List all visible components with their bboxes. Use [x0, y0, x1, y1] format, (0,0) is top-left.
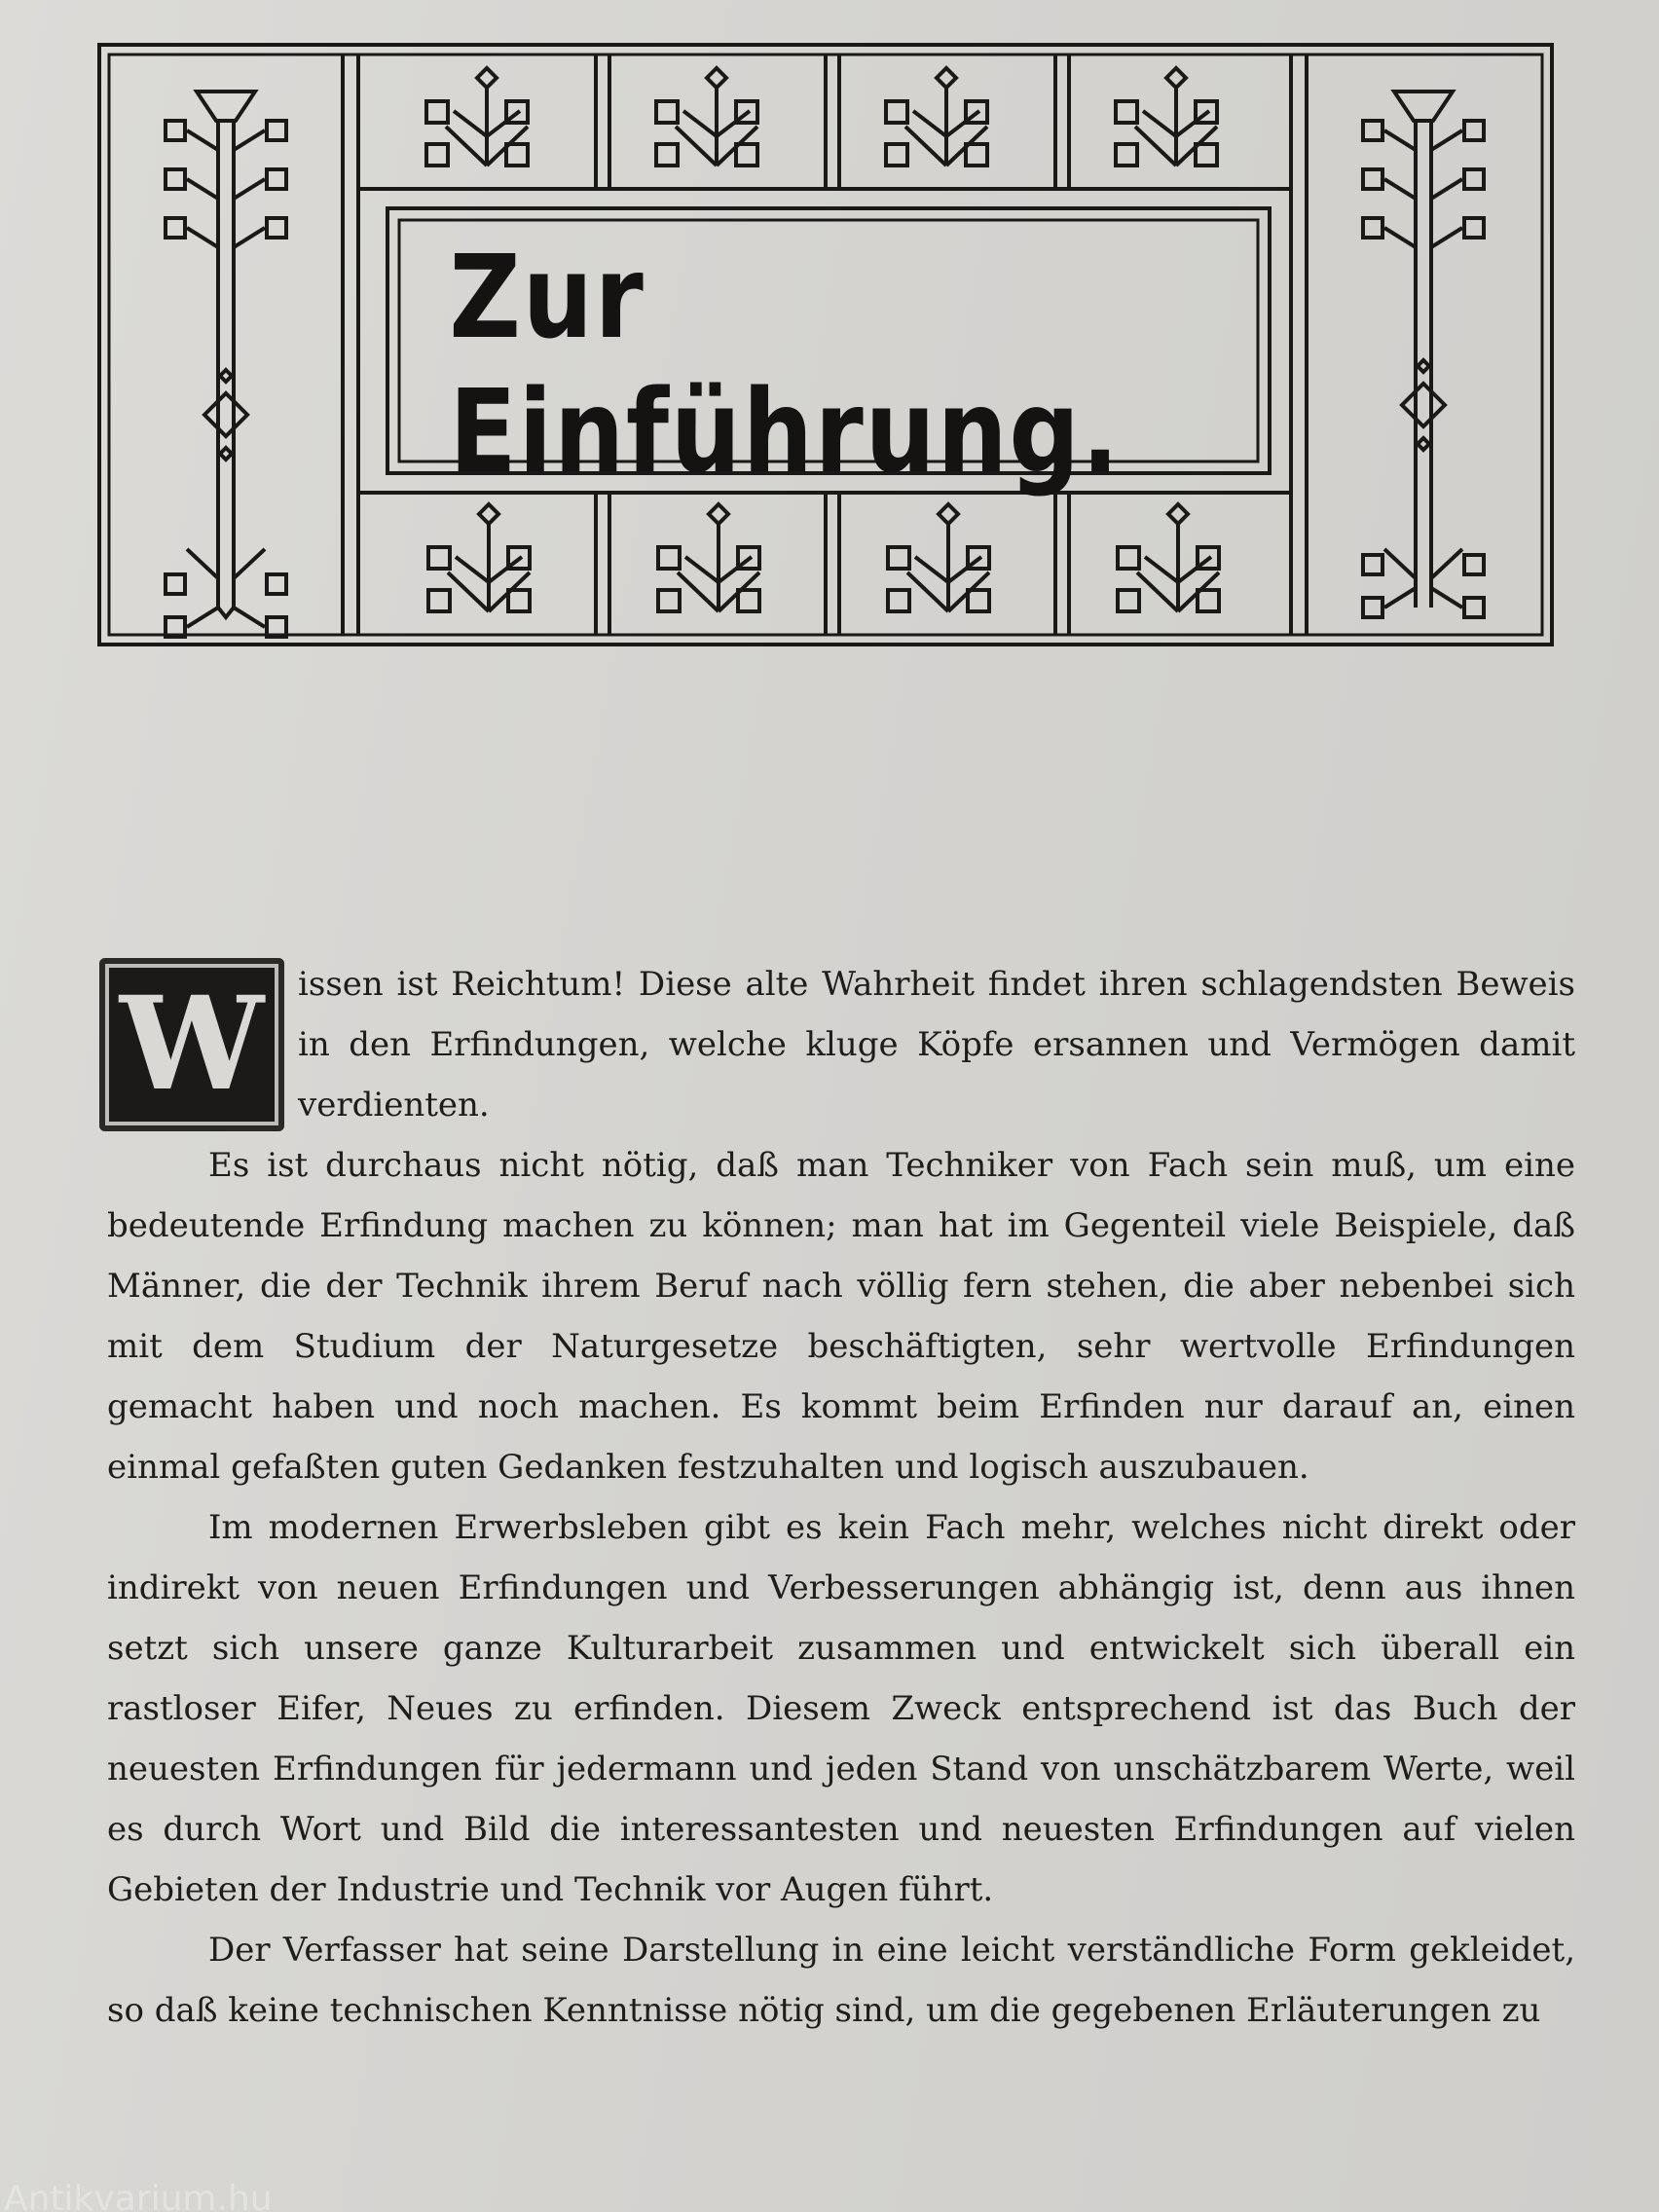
title-box: [387, 208, 1270, 520]
decorated-initial-icon: [99, 958, 284, 1131]
page-title: Zur Einführung.: [449, 230, 1122, 498]
paragraph-3: Im modernen Erwerbsleben gibt es kein Fach mehr, welches nicht direkt oder indirekt von neuen Erfindungen und Verbesserungen abhängig ist, denn aus ihnen setzt sich unsere ganze Kulturarbeit zusammen und entwickelt sich überall ein rastloser Eifer, Neues zu erfinden. Diesem Zweck entsprechend ist das Buch der neuesten Erfindungen für jedermann und jeden Stand von unschätzbarem Werte, weil es durch Wort und Bild die interessantesten und neuesten Erfindungen auf vielen Gebieten der Industrie und Technik vor Augen führt.: [107, 1508, 1575, 1909]
paragraph-1: issen ist Reichtum! Diese alte Wahrheit findet ihren schlagendsten Beweis in den Erfindungen, welche kluge Köpfe ersannen und Vermögen damit verdienten.: [298, 965, 1575, 1124]
paragraph-4: Der Verfasser hat seine Darstellung in eine leicht verständliche Form gekleidet, so daß keine technischen Kenntnisse nötig sind, um die gegebenen Erläuterungen zu: [107, 1931, 1575, 2030]
drop-cap-initial: [99, 958, 284, 1131]
paragraph-2: Es ist durchaus nicht nötig, daß man Techniker von Fach sein muß, um eine bedeutende Erfindung machen zu können; man hat im Gegenteil viele Beispiele, daß Männer, die der Technik ihrem Beruf nach völlig fern stehen, die aber nebenbei sich mit dem Studium der Naturgesetze beschäftigten, sehr wertvolle Erfindungen gemacht haben und noch machen. Es kommt beim Erfinden nur darauf an, einen einmal gefaßten guten Gedanken festzuhalten und logisch auszubauen.: [107, 1146, 1575, 1487]
ornamental-header: [97, 43, 1554, 646]
body-text: [107, 954, 1575, 2041]
watermark: Antikvarium.hu: [4, 2179, 273, 2212]
drop-cap-letter: W: [119, 969, 265, 1120]
